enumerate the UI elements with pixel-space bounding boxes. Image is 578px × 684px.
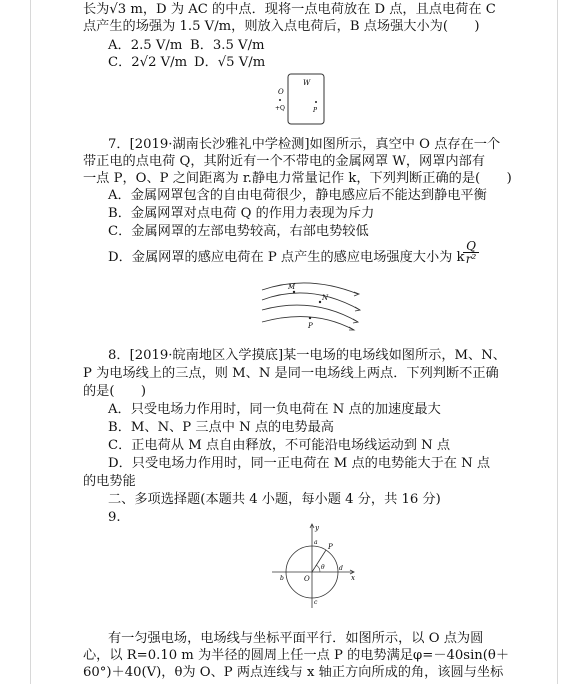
q8-line3: 的是( ) — [83, 384, 147, 399]
section-heading: 二、多项选择题(本题共 4 小题，每小题 4 分，共 16 分) — [108, 492, 441, 507]
charge-point — [279, 99, 281, 101]
point-p2 — [309, 317, 311, 319]
q6-line1: 长为√3 m，D 为 AC 的中点．现将一点电荷放在 D 点，且点电荷在 C — [83, 2, 496, 17]
point-n — [319, 301, 321, 303]
fig2-label-m: M — [288, 283, 296, 291]
circle-coordinate-figure — [268, 520, 358, 610]
q8-line2: P 为电场线上的三点，则 M、N 是同一电场线上两点．下列判断不正确 — [83, 366, 499, 381]
fig1-label-p: P — [313, 107, 318, 114]
fig2-label-p: P — [308, 322, 313, 330]
q7-line2: 带正电的点电荷 Q，其附近有一个不带电的金属网罩 W，网罩内部有 — [83, 154, 485, 169]
point-p — [315, 101, 317, 103]
q9-line2: 心，以 R=0.10 m 为半径的圆周上任一点 P 的电势满足φ=－40sin(θ＋ — [83, 648, 510, 663]
fig1-label-w: W — [303, 79, 311, 87]
q8-option-c: C．正电荷从 M 点自由释放，不可能沿电场线运动到 N 点 — [108, 438, 451, 453]
q8-option-a: A．只受电场力作用时，同一负电荷在 N 点的加速度最大 — [108, 402, 441, 417]
fraction-numerator: Q — [466, 239, 476, 253]
q7-option-a: A．金属网罩包含的自由电荷很少，静电感应后不能达到静电平衡 — [108, 188, 487, 203]
fig3-label-x: x — [351, 574, 355, 582]
q8-option-b: B．M、N、P 三点中 N 点的电势最高 — [108, 420, 334, 435]
left-margin-line — [30, 0, 31, 684]
fig3-label-theta: θ — [321, 564, 325, 571]
q7-line3: 一点 P，O、P 之间距离为 r.静电力常量记作 k，下列判断正确的是( ) — [83, 171, 512, 186]
q7-option-c: C．金属网罩的左部电势较高，右部电势较低 — [108, 224, 369, 239]
q8-option-d-line1: D．只受电场力作用时，同一正电荷在 M 点的电势能大于在 N 点 — [108, 456, 491, 471]
fraction-denominator: r² — [465, 252, 477, 266]
fig1-label-o: O — [278, 88, 284, 96]
fig3-label-p: P — [328, 543, 333, 551]
point-m — [293, 291, 295, 293]
fig2-label-n: N — [322, 294, 329, 302]
q6-option-a: A．2.5 V/m — [108, 38, 183, 53]
fig3-label-b: b — [280, 575, 284, 582]
fig3-label-y: y — [315, 524, 319, 532]
q6-option-b: B．3.5 V/m — [190, 38, 265, 53]
q6-option-d: D．√5 V/m — [194, 55, 266, 70]
q8-option-d-line2: 的电势能 — [83, 474, 136, 489]
metal-cage-figure — [266, 72, 338, 128]
fig3-label-c: c — [314, 599, 318, 606]
fig3-label-d: d — [339, 565, 343, 572]
fig1-label-q: +Q — [275, 105, 285, 112]
right-margin-line — [557, 0, 558, 684]
q7-fraction — [462, 240, 480, 265]
q9-line3: 60°)＋40(V)，θ为 O、P 两点连线与 x 轴正方向所成的角，该圆与坐标 — [83, 665, 504, 680]
q7-line1: 7．[2019·湖南长沙雅礼中学检测]如图所示，真空中 O 点存在一个 — [108, 137, 501, 152]
fig3-label-a: a — [314, 539, 318, 546]
q9-line1: 有一匀强电场，电场线与坐标平面平行．如图所示，以 O 点为圆 — [108, 631, 484, 646]
q6-option-c: C．2√2 V/m — [108, 55, 188, 70]
q6-line2: 点产生的场强为 1.5 V/m，则放入点电荷后，B 点场强大小为( ) — [83, 19, 480, 34]
q7-option-b: B．金属网罩对点电荷 Q 的作用力表现为斥力 — [108, 206, 375, 221]
q9-number: 9. — [108, 510, 121, 525]
q8-line1: 8．[2019·皖南地区入学摸底]某一电场的电场线如图所示，M、N、 — [108, 348, 506, 363]
q7-option-d: D．金属网罩的感应电荷在 P 点产生的感应电场强度大小为 k — [108, 250, 465, 265]
fig3-label-o: O — [304, 575, 310, 583]
field-lines-figure — [258, 272, 366, 334]
